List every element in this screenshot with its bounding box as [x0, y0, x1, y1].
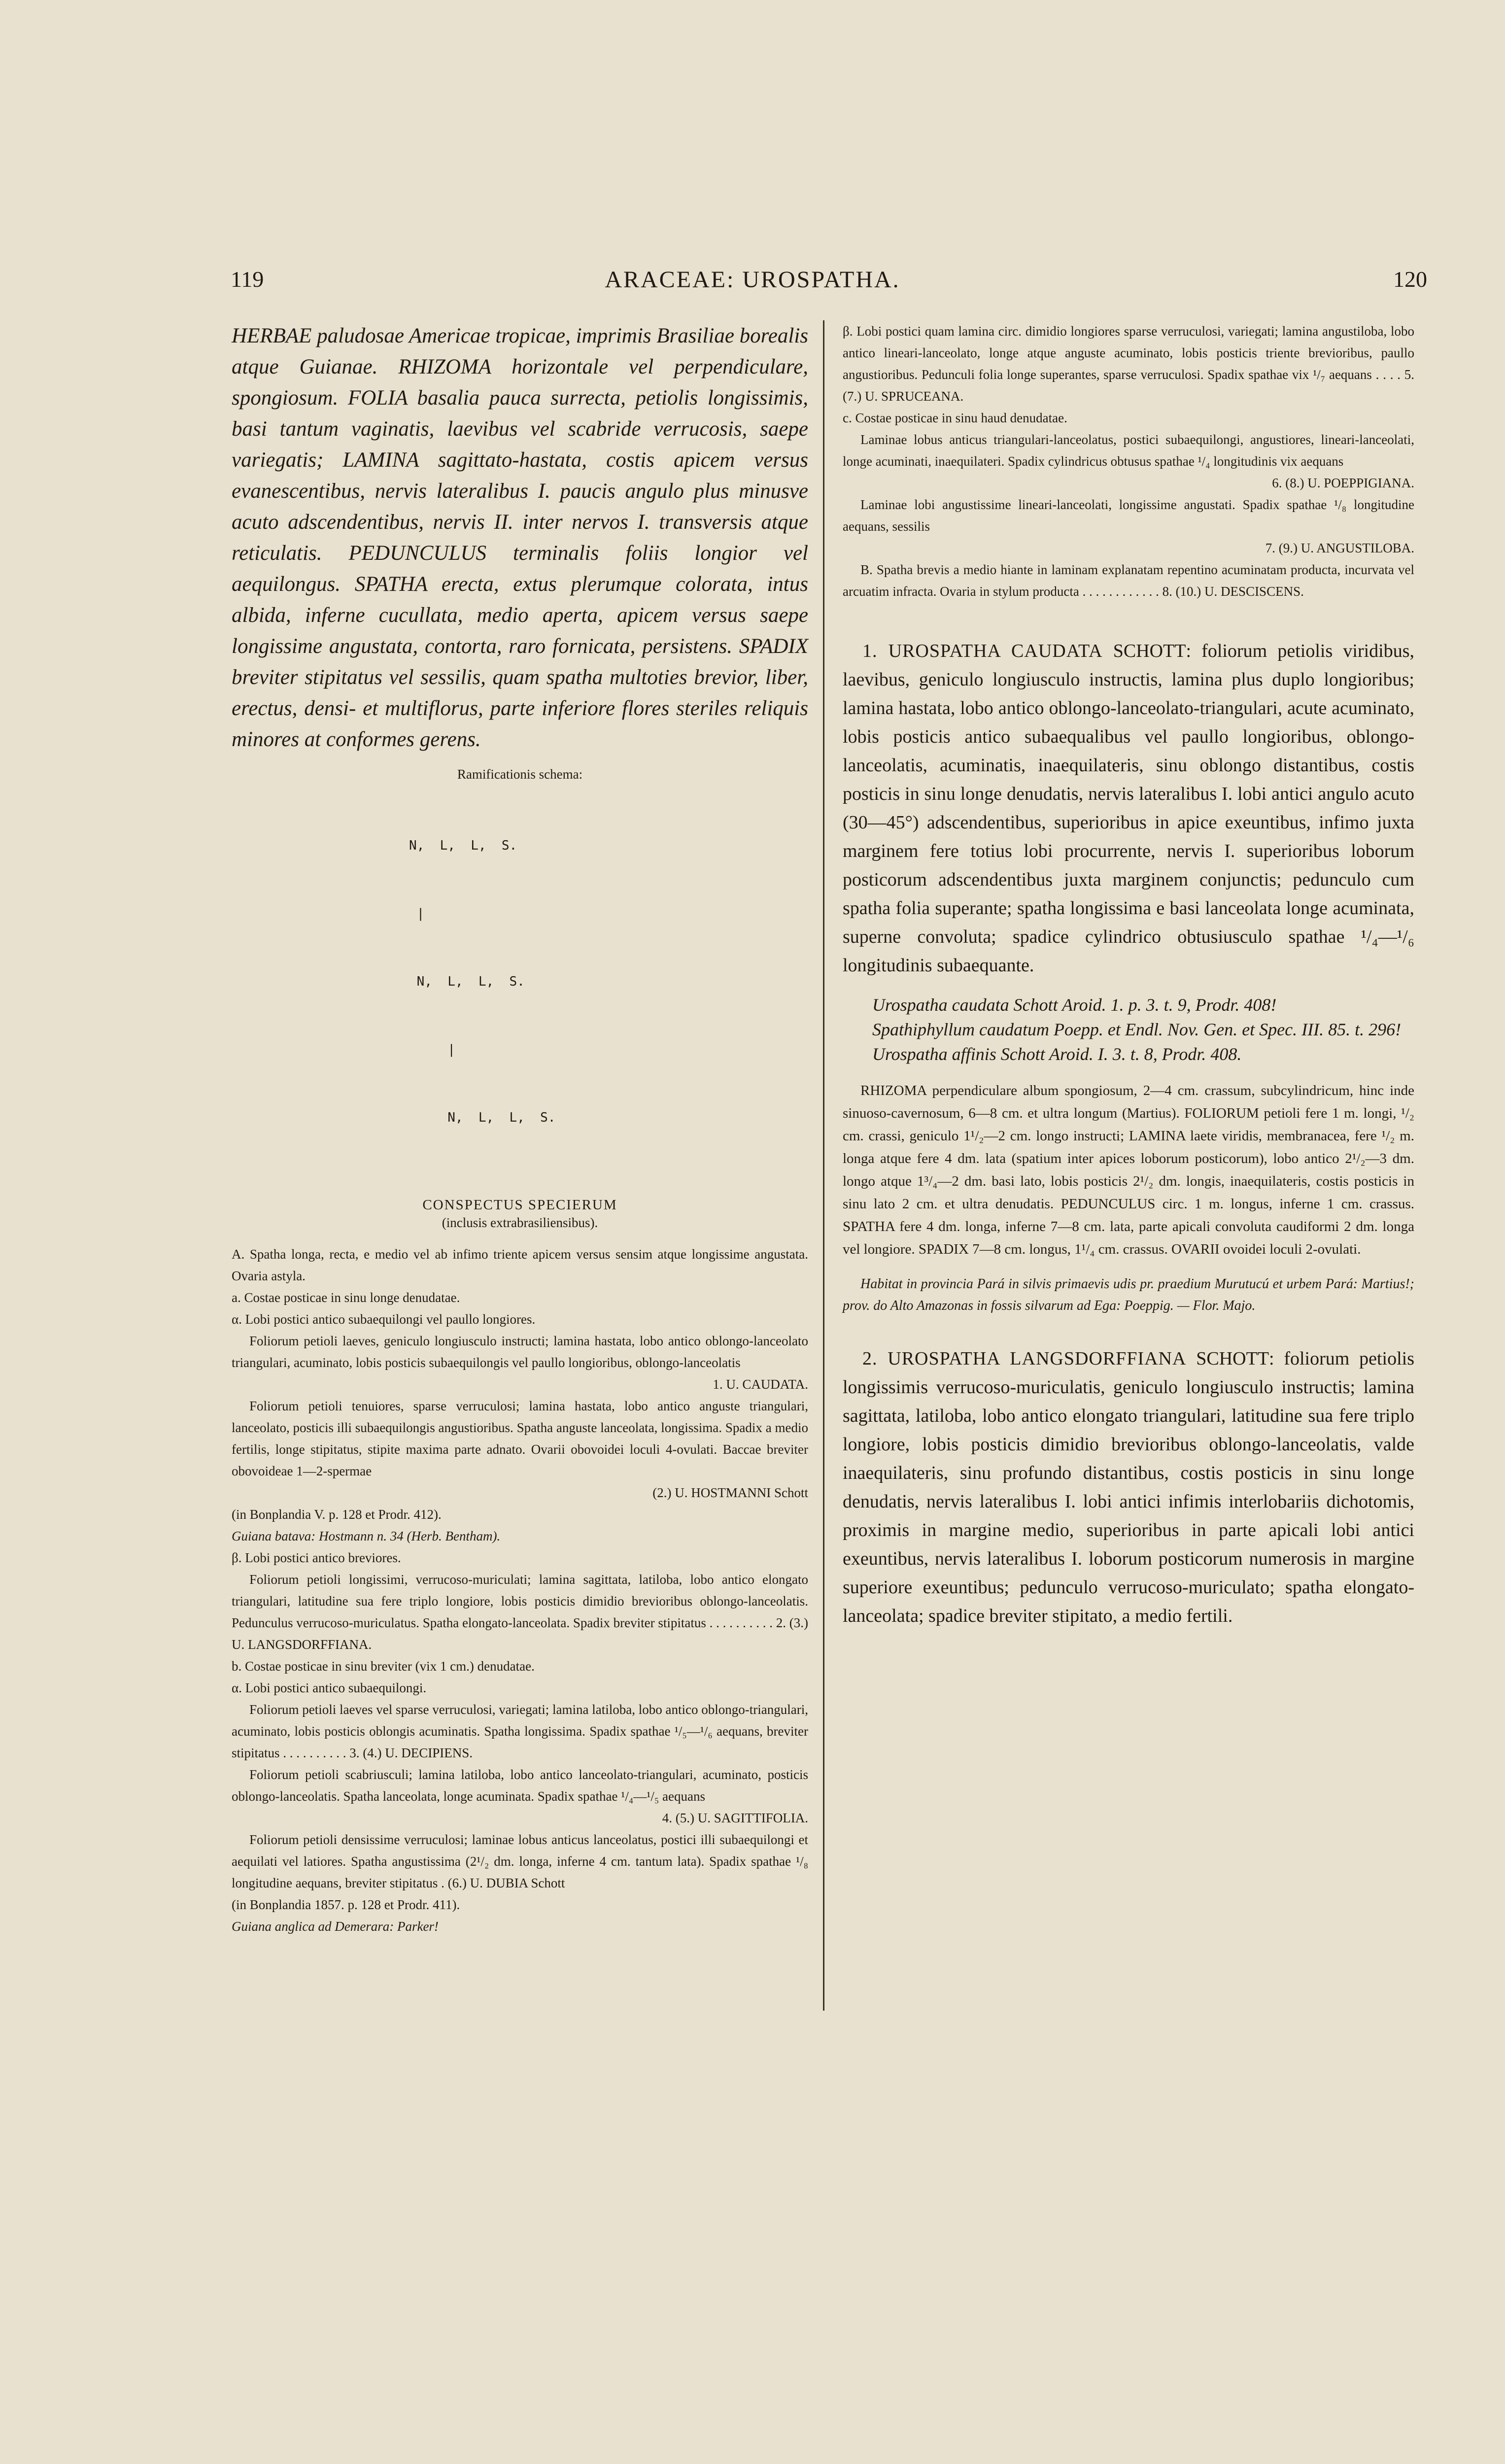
key-entry: β. Lobi postici quam lamina circ. dimidio longiores sparse verruculosi, variegati; lamina angustiloba, lobo antico lineari-lanceolato, longe atque anguste acuminato, lobis posticis triente brevioribus, paullo angustioribus. Pedunculi folia longe superantes, sparse verruculosi. Spadix spathae vix ¹/₇ aequans . . . . 5. (7.) U. SPRUCEANA. — [843, 324, 1414, 404]
key-entry: Foliorum petioli scabriusculi; lamina latiloba, lobo antico lanceolato-triangulari, acuminato, posticis oblongo-lanceolatis. Spatha lanceolata, longe acuminata. Spadix spathae ¹/₄—¹/₅ aequans — [232, 1767, 808, 1804]
key-entry: Foliorum petioli laeves, geniculo longiusculo instructi; lamina hastata, lobo antico oblongo-lanceolato triangulari, acuminato, lobis posticis subaequilongis vel paullo longioribus, oblongo-lanceolatis — [232, 1334, 808, 1370]
species-1-habitat: Habitat in provincia Pará in silvis primaevis udis pr. praedium Murutucú et urbem Pará: Martius!; prov. do Alto Amazonas in fossis silvarum ad Ega: Poeppig. — Flor. Majo. — [843, 1276, 1414, 1313]
key-entry: β. Lobi postici antico breviores. — [232, 1550, 401, 1565]
schema-title: Ramificationis schema: — [457, 767, 583, 782]
ramification-schema — [409, 789, 808, 1174]
schema-line: | — [409, 906, 425, 921]
page-header — [0, 266, 1505, 306]
species-key-right — [843, 320, 1414, 602]
key-entry: Laminae lobi angustissime lineari-lanceolati, longissime angustati. Spadix spathae ¹/₈ longitudine aequans, sessilis — [843, 497, 1414, 534]
page-number-right: 120 — [1393, 267, 1427, 292]
key-entry: Foliorum petioli tenuiores, sparse verruculosi; lamina hastata, lobo antico anguste triangulari, lanceolato, posticis illi subaequilongis angustioribus. Spatha anguste lanceolata, longissima. Spadix a medio fertilis, longe stipitatus, stipite maxima parte adnato. Ovarii obovoidei loculi 4-ovulati. Baccae breviter obovoideae 1—2-spermae — [232, 1399, 808, 1478]
key-entry: a. Costae posticae in sinu longe denudatae. — [232, 1290, 460, 1305]
right-column — [843, 320, 1414, 1630]
column-divider — [823, 320, 824, 2011]
species-2-diagnosis: : foliorum petiolis longissimis verrucoso-muriculatis, geniculo longiusculo instructis; lamina sagittata, latiloba, lobo antico elongato triangulari, latitudine sua fere triplo longiore, lobis posticis dimidio brevioribus oblongo-lanceolatis, valde inaequilateris, sinu profundo distantibus, costis posticis in sinu longe denudatis, nervis lateralibus I. lobi antici infimis interlobariis dichotomis, proximis in margine medio, superioribus in parte apicali lobi antici exeuntibus, nervis lateralibus I. loborum posticorum numerosis in margine superiore exeuntibus; pedunculo verrucoso-muriculato; spatha elongato-lanceolata; spadice breviter stipitato, a medio fertili. — [843, 1348, 1414, 1626]
species-1-description: RHIZOMA perpendiculare album spongiosum, 2—4 cm. crassum, subcylindricum, hinc inde sinuoso-cavernosum, 6—8 cm. et ultra longum (Martius). FOLIORUM petioli fere 1 m. longi, ¹/₂ cm. crassi, geniculo 1¹/₂—2 cm. longo instructi; LAMINA laete viridis, membranacea, fere ¹/₂ m. longa atque fere 4 dm. lata (spatium inter apices loborum posticorum), lobo antico 2¹/₂—3 dm. longo atque 1³/₄—2 dm. basi lato, lobis posticis 2¹/₂ dm. longis, inaequilateris, costis posticis in sinu lato 2 cm. et ultra denudatis. PEDUNCULUS circ. 1 m. longus, inferne 1 cm. crassus. SPATHA fere 4 dm. longa, inferne 7—8 cm. lata, parte apicali convoluta caudiformi 2 dm. longa vel longiore. SPADIX 7—8 cm. longus, 1¹/₄ cm. crassus. OVARII ovoidei loculi 2-ovulati. — [843, 1083, 1414, 1257]
running-title: ARACEAE: UROSPATHA. — [605, 267, 900, 293]
species-2-author: SCHOTT — [1196, 1348, 1269, 1369]
key-entry: (in Bonplandia V. p. 128 et Prodr. 412). — [232, 1507, 442, 1522]
species-2-text — [843, 1344, 1414, 1630]
key-entry: A. Spatha longa, recta, e medio vel ab infimo triente apicem versus sensim atque longissime angustata. Ovaria astyla. — [232, 1247, 808, 1283]
schema-line: | — [409, 1042, 455, 1057]
species-2-heading: 2. UROSPATHA LANGSDORFFIANA — [862, 1348, 1187, 1369]
key-entry: Foliorum petioli laeves vel sparse verruculosi, variegati; lamina latiloba, lobo antico oblongo-triangulari, acuminato, lobis posticis oblongis acuminatis. Spatha longissima. Spadix spathae ¹/₅—¹/₆ aequans, breviter stipitatus . . . . . . . . . . 3. (4.) U. DECIPIENS. — [232, 1702, 808, 1760]
key-entry: 4. (5.) U. SAGITTIFOLIA. — [662, 1811, 808, 1825]
key-entry: Foliorum petioli longissimi, verrucoso-muriculati; lamina sagittata, latiloba, lobo antico elongato triangulari, latitudine sua fere triplo longiore, lobis posticis dimidio brevioribus oblongo-lanceolatis. Pedunculus verrucoso-muriculatus. Spatha elongato-lanceolata. Spadix breviter stipitatus . . . . . . . . . . 2. (3.) U. LANGSDORFFIANA. — [232, 1572, 808, 1652]
left-column — [232, 320, 808, 1937]
key-entry: 7. (9.) U. ANGUSTILOBA. — [1265, 541, 1414, 555]
conspectus-subtitle: (inclusis extrabrasiliensibus). — [442, 1215, 598, 1230]
species-key-left — [232, 1243, 808, 1937]
key-entry: 6. (8.) U. POEPPIGIANA. — [1272, 476, 1414, 490]
synonym: Urospatha affinis Schott Aroid. I. 3. t. 8, Prodr. 408. — [872, 1044, 1242, 1064]
key-entry: Guiana batava: Hostmann n. 34 (Herb. Bentham). — [232, 1529, 501, 1543]
key-entry: α. Lobi postici antico subaequilongi vel paullo longiores. — [232, 1312, 536, 1327]
key-entry: c. Costae posticae in sinu haud denudatae. — [843, 411, 1067, 425]
key-entry: Guiana anglica ad Demerara: Parker! — [232, 1919, 439, 1934]
key-entry: B. Spatha brevis a medio hiante in laminam explanatam repentino acuminatam producta, incurvata vel arcuatim infracta. Ovaria in stylum producta . . . . . . . . . . . . 8. (10.) U. DESCISCENS. — [843, 562, 1414, 599]
synonym: Urospatha caudata Schott Aroid. 1. p. 3. t. 9, Prodr. 408! — [872, 995, 1277, 1015]
schema-line: N, L, L, S. — [409, 838, 517, 853]
species-1-diagnosis: : foliorum petiolis viridibus, laevibus, geniculo longiusculo instructis, lamina plus duplo longioribus; lamina hastata, lobo antico oblongo-lanceolato-triangulari, acute acuminato, lobis posticis antico subaequalibus vel paullo longioribus, oblongo-lanceolatis, acuminatis, inaequilateris, sinu oblongo distantibus, costis posticis in sinu longe denudatis, nervis lateralibus I. lobi antici angulo acuto (30—45°) adscendentibus, superioribus in apice exeuntibus, infimo juxta marginem fere totius lobi procurrente, nervis I. superioribus loborum posticorum adscendentibus juxta marginem conjunctis; pedunculo cum spatha folia superante; spatha longissima e basi lanceolata longe acuminata, superne convoluta; spadice cylindrico obtusiusculo spathae ¹/₄—¹/₆ longitudinis subaequante. — [843, 641, 1414, 976]
key-entry: (in Bonplandia 1857. p. 128 et Prodr. 411). — [232, 1897, 460, 1912]
key-entry: 1. U. CAUDATA. — [713, 1377, 808, 1392]
key-entry: (2.) U. HOSTMANNI Schott — [652, 1485, 808, 1500]
synonym: Spathiphyllum caudatum Poepp. et Endl. Nov. Gen. et Spec. III. 85. t. 296! — [872, 1020, 1402, 1039]
key-entry: b. Costae posticae in sinu breviter (vix 1 cm.) denudatae. — [232, 1659, 535, 1674]
schema-line: N, L, L, S. — [409, 974, 525, 989]
schema-line: N, L, L, S. — [409, 1110, 556, 1125]
key-entry: α. Lobi postici antico subaequilongi. — [232, 1680, 427, 1695]
species-1-text — [843, 637, 1414, 980]
key-entry: Laminae lobus anticus triangulari-lanceolatus, postici subaequilongi, angustiores, lineari-lanceolati, longe acuminati, inaequilateri. Spadix cylindricus obtusus spathae ¹/₄ longitudinis vix aequans — [843, 432, 1414, 469]
species-1-author: SCHOTT — [1113, 641, 1186, 661]
page-number-left: 119 — [231, 267, 264, 292]
genus-description: HERBAE paludosae Americae tropicae, imprimis Brasiliae borealis atque Guianae. RHIZOMA horizontale vel perpendiculare, spongiosum. FOLIA basalia pauca surrecta, petiolis longissimis, basi tantum vaginatis, laevibus vel scabride verrucosis, saepe variegatis; LAMINA sagittato-hastata, costis apicem versus evanescentibus, nervis lateralibus I. paucis angulo plus minusve acuto adscendentibus, nervis II. inter nervos I. transversis atque reticulatis. PEDUNCULUS terminalis foliis longior vel aequilongus. SPATHA erecta, extus plerumque colorata, intus albida, inferne cucullata, medio aperta, apicem versus saepe longissime angustata, contorta, raro fornicata, persistens. SPADIX breviter stipitatus vel sessilis, quam spatha multoties brevior, liber, erectus, densi- et multiflorus, parte inferiore flores steriles reliquis minores at conformes gerens. — [232, 324, 809, 751]
species-1-heading: 1. UROSPATHA CAUDATA — [862, 641, 1103, 661]
conspectus-title: CONSPECTUS SPECIERUM — [422, 1197, 617, 1213]
key-entry: Foliorum petioli densissime verruculosi; laminae lobus anticus lanceolatus, postici illi subaequilongi et aequilati vel latiores. Spatha angustissima (2¹/₂ dm. longa, inferne 4 cm. tantum lata). Spadix spathae ¹/₈ longitudine aequans, breviter stipitatus . (6.) U. DUBIA Schott — [232, 1832, 808, 1890]
